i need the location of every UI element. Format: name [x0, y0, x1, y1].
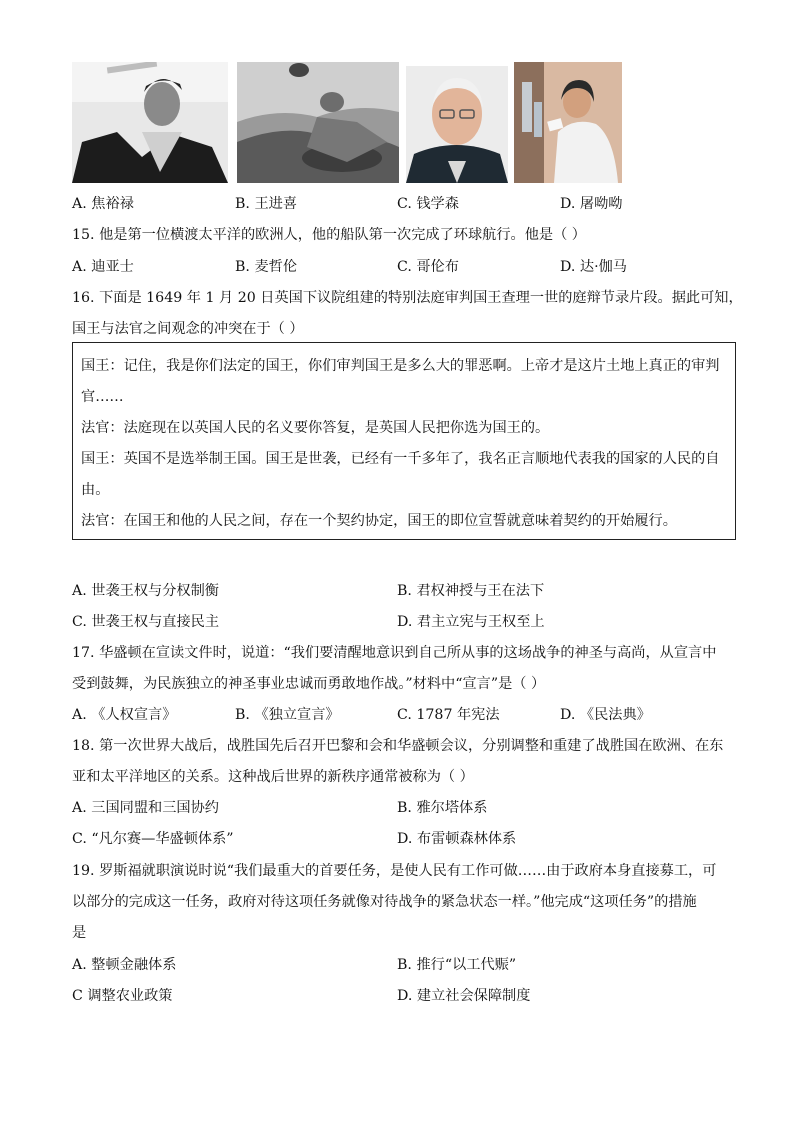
q18-option-b: B. 雅尔塔体系: [397, 800, 488, 816]
photo-qian-xuesen: [406, 66, 508, 183]
q16-box-line-6: 法官：在国王和他的人民之间，存在一个契约协定，国王的即位宣誓就意味着契约的开始履行。: [81, 513, 677, 529]
q16-box-line-3: 法官：法庭现在以英国人民的名义要你答复，是英国人民把你选为国王的。: [81, 420, 550, 436]
q18-stem-line-2: 亚和太平洋地区的关系。这种战后世界的新秩序通常被称为（ ）: [72, 769, 474, 785]
q17-option-d: D. 《民法典》: [560, 707, 651, 723]
q14-option-a: A. 焦裕禄: [72, 196, 134, 212]
q15-option-c: C. 哥伦布: [397, 259, 459, 275]
q19-option-d: D. 建立社会保障制度: [397, 988, 531, 1004]
q19-stem-line-2: 以部分的完成这一任务，政府对待这项任务就像对待战争的紧急状态一样。”他完成“这项任务”的措施: [72, 894, 697, 910]
q18-stem-line-1: 18. 第一次世界大战后，战胜国先后召开巴黎和会和华盛顿会议，分别调整和重建了战胜国在欧洲、在东: [72, 738, 724, 754]
q16-option-c: C. 世袭王权与直接民主: [72, 614, 220, 630]
q19-stem-line-1: 19. 罗斯福就职演说时说“我们最重大的首要任务，是使人民有工作可做……由于政府本身直接募工，可: [72, 863, 717, 879]
q16-option-a: A. 世袭王权与分权制衡: [72, 583, 219, 599]
q14-option-b: B. 王进喜: [235, 196, 298, 212]
q19-option-a: A. 整顿金融体系: [72, 957, 177, 973]
q19-stem-line-3: 是: [72, 925, 87, 941]
q18-option-a: A. 三国同盟和三国协约: [72, 800, 219, 816]
q19-option-b: B. 推行“以工代赈”: [397, 957, 517, 973]
q19-option-c: C 调整农业政策: [72, 988, 173, 1004]
q14-option-d: D. 屠呦呦: [560, 196, 623, 212]
q16-stem-line-2: 国王与法官之间观念的冲突在于（ ）: [72, 321, 304, 337]
q15-option-b: B. 麦哲伦: [235, 259, 298, 275]
q15-option-d: D. 达·伽马: [560, 259, 627, 275]
q18-option-c: C. “凡尔赛—华盛顿体系”: [72, 831, 234, 847]
photo-tu-youyou: [514, 62, 622, 183]
q14-option-c: C. 钱学森: [397, 196, 459, 212]
q16-box-line-4: 国王：英国不是选举制王国。国王是世袭，已经有一千多年了，我名正言顺地代表我的国家的人民的自: [81, 451, 720, 467]
q16-stem-line-1: 16. 下面是 1649 年 1 月 20 日英国下议院组建的特别法庭审判国王查理一世的庭辩节录片段。据此可知，: [72, 290, 743, 306]
q17-stem-line-1: 17. 华盛顿在宣读文件时，说道：“我们要清醒地意识到自己所从事的这场战争的神圣与高尚，从宣言中: [72, 645, 717, 661]
q17-option-c: C. 1787 年宪法: [397, 707, 500, 723]
q17-stem-line-2: 受到鼓舞，为民族独立的神圣事业忠诚而勇敢地作战。”材料中“宣言”是（ ）: [72, 676, 546, 692]
q15-option-a: A. 迪亚士: [72, 259, 134, 275]
q17-option-b: B. 《独立宣言》: [235, 707, 340, 723]
q16-option-b: B. 君权神授与王在法下: [397, 583, 545, 599]
q16-box-line-2: 官……: [81, 389, 124, 405]
q15-stem: 15. 他是第一位横渡太平洋的欧洲人，他的船队第一次完成了环球航行。他是（ ）: [72, 227, 586, 243]
q16-box-line-1: 国王：记住，我是你们法定的国王，你们审判国王是多么大的罪恶啊。上帝才是这片土地上真正的审判: [81, 358, 720, 374]
photo-wang-jinxi: [237, 62, 399, 183]
q17-option-a: A. 《人权宣言》: [72, 707, 177, 723]
q16-option-d: D. 君主立宪与王权至上: [397, 614, 545, 630]
q16-box-line-5: 由。: [81, 482, 110, 498]
q16-source-box: [72, 342, 736, 540]
photo-jiao-yulu: [72, 62, 228, 183]
q18-option-d: D. 布雷顿森林体系: [397, 831, 517, 847]
